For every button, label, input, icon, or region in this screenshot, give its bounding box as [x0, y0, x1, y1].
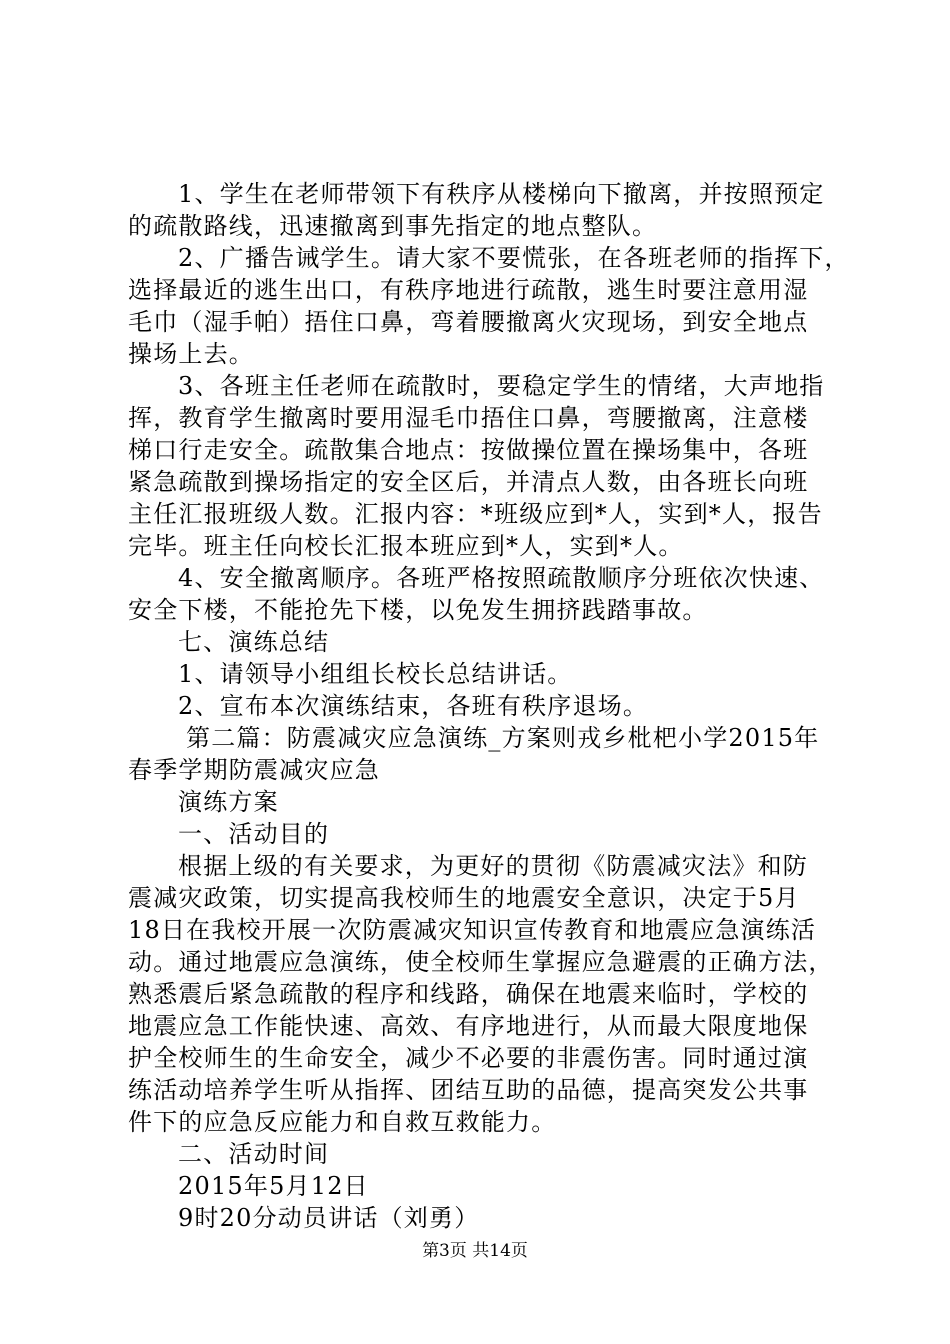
text-line: 1、学生在老师带领下有秩序从楼梯向下撤离，并按照预定 [178, 180, 825, 208]
section-heading: 七、演练总结 [178, 628, 330, 656]
text-line: 挥，教育学生撤离时要用湿毛巾捂住口鼻，弯腰撤离，注意楼 [128, 404, 809, 432]
text-line: 动。通过地震应急演练，使全校师生掌握应急避震的正确方法， [128, 948, 834, 976]
text-line: 4、安全撤离顺序。各班严格按照疏散顺序分班依次快速、 [178, 564, 825, 592]
text-line: 主任汇报班级人数。汇报内容：*班级应到*人，实到*人，报告 [128, 500, 823, 528]
text-line: 选择最近的逃生出口，有秩序地进行疏散，逃生时要注意用湿 [128, 276, 809, 304]
text-line: 演练方案 [178, 788, 279, 816]
text-line: 操场上去。 [128, 340, 254, 368]
text-line: 紧急疏散到操场指定的安全区后，并清点人数，由各班长向班 [128, 468, 809, 496]
section-heading: 一、活动目的 [178, 820, 330, 848]
text-line: 震减灾政策，切实提高我校师生的地震安全意识，决定于5月 [128, 884, 800, 912]
text-line: 18日在我校开展一次防震减灾知识宣传教育和地震应急演练活 [128, 916, 817, 944]
text-line: 9时20分动员讲话（刘勇） [178, 1204, 480, 1232]
text-line: 熟悉震后紧急疏散的程序和线路，确保在地震来临时，学校的 [128, 980, 809, 1008]
text-line: 3、各班主任老师在疏散时，要稳定学生的情绪，大声地指 [178, 372, 825, 400]
chapter-title: 第二篇：防震减灾应急演练_方案则戎乡枇杷小学2015年 [186, 724, 820, 752]
text-line: 安全下楼，不能抢先下楼，以免发生拥挤践踏事故。 [128, 596, 708, 624]
page-number: 第3页 共14页 [422, 1241, 528, 1261]
text-line: 练活动培养学生听从指挥、团结互助的品德，提高突发公共事 [128, 1076, 809, 1104]
text-line: 2015年5月12日 [178, 1172, 369, 1200]
text-line: 件下的应急反应能力和自救互救能力。 [128, 1108, 557, 1136]
text-line: 2、广播告诫学生。请大家不要慌张，在各班老师的指挥下， [178, 244, 850, 272]
section-heading: 二、活动时间 [178, 1140, 330, 1168]
text-line: 地震应急工作能快速、高效、有序地进行，从而最大限度地保 [128, 1012, 809, 1040]
text-line: 毛巾（湿手帕）捂住口鼻，弯着腰撤离火灾现场，到安全地点 [128, 308, 809, 336]
text-line: 1、请领导小组组长校长总结讲话。 [178, 660, 573, 688]
text-line: 2、宣布本次演练结束，各班有秩序退场。 [178, 692, 649, 720]
text-line: 梯口行走安全。疏散集合地点：按做操位置在操场集中，各班 [128, 436, 809, 464]
text-line: 护全校师生的生命安全，减少不必要的非震伤害。同时通过演 [128, 1044, 809, 1072]
chapter-title: 春季学期防震减灾应急 [128, 756, 380, 784]
text-line: 完毕。班主任向校长汇报本班应到*人，实到*人。 [128, 532, 684, 560]
text-line: 的疏散路线，迅速撤离到事先指定的地点整队。 [128, 212, 658, 240]
text-line: 根据上级的有关要求，为更好的贯彻《防震减灾法》和防 [178, 852, 808, 880]
